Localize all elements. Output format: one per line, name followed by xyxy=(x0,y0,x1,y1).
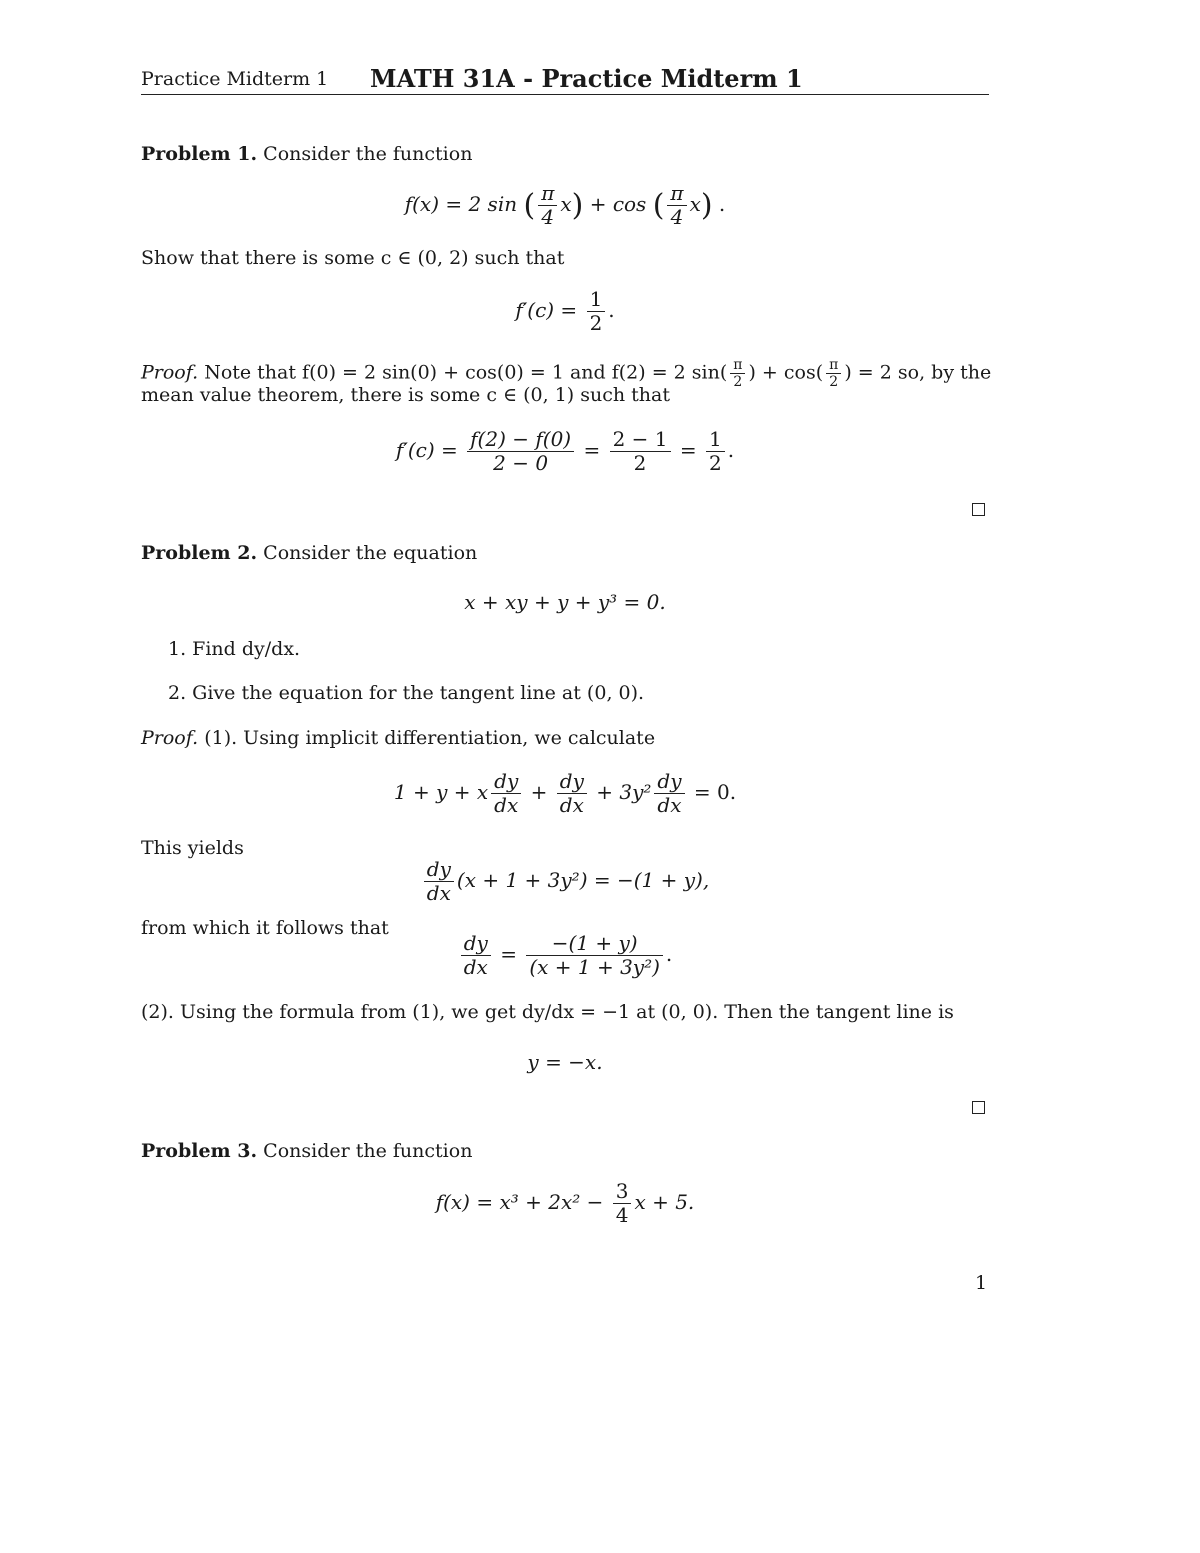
problem-2-tangent-line: y = −x. xyxy=(527,1050,603,1074)
header-rule xyxy=(141,94,989,95)
problem-2-statement xyxy=(141,542,477,564)
problem-2-title: Problem 2. xyxy=(141,542,258,564)
problem-2-item-2: 2. Give the equation for the tangent line at (0, 0). xyxy=(168,682,645,704)
problem-2-part-2: (2). Using the formula from (1), we get dy/dx = −1 at (0, 0). Then the tangent line is xyxy=(141,1001,954,1023)
problem-3-statement xyxy=(141,1140,472,1162)
problem-2-proof-intro: Proof. (1). Using implicit differentiation, we calculate xyxy=(141,727,656,749)
problem-1-intro: Consider the function xyxy=(263,143,473,165)
problem-2-implicit-equation: 1 + y + x $\frac{dy}{dx}$ + $\frac{dy}{dx}$ + 3y² $\frac{dy}{dx}$ = 0. xyxy=(393,769,737,817)
problem-3-title: Problem 3. xyxy=(141,1140,258,1162)
problem-1-function: f(x) = 2 sin ( $\frac{\pi}{4}$ x) + cos ( $\frac{\pi}{4}$ x) . xyxy=(404,181,726,229)
problem-2-result-equation: $\frac{dy}{dx}$ = $\frac{-(1 + y)}{\text{(x + 1 + 3y²)}}$ . xyxy=(0,932,1130,979)
problem-1-show: Show that there is some c ∈ (0, 2) such that xyxy=(141,247,565,269)
problem-2-yields: This yields xyxy=(141,837,244,859)
header-left: Practice Midterm 1 xyxy=(141,68,329,90)
problem-2-equation: x + xy + y + y³ = 0. xyxy=(464,590,666,614)
problem-1-target: f′(c) = $\frac{1}{2}$ . xyxy=(515,287,615,335)
problem-2-yields-equation: $\frac{dy}{dx}$ (x + 1 + 3y²) = −(1 + y), xyxy=(0,858,1130,905)
problem-3-intro: Consider the function xyxy=(263,1140,473,1162)
problem-1-proof-line-2: mean value theorem, there is some c ∈ (0, 1) such that xyxy=(141,384,670,406)
qed-box-2 xyxy=(972,1101,985,1114)
problem-1-title: Problem 1. xyxy=(141,143,258,165)
problem-1-statement xyxy=(141,143,472,165)
problem-1-mvt-equation: f′(c) = $\frac{f(2) - f(0)}{2 - 0}$ = $\frac{2 - 1}{2}$ = $\frac{1}{2}$ . xyxy=(395,427,735,475)
problem-3-function: f(x) = x³ + 2x² − $\frac{3}{4}$ x + 5. xyxy=(435,1179,695,1227)
problem-2-follows: from which it follows that xyxy=(141,917,389,939)
qed-box-1 xyxy=(972,503,985,516)
problem-2-intro: Consider the equation xyxy=(263,542,478,564)
header-title: MATH 31A - Practice Midterm 1 xyxy=(370,64,803,93)
problem-2-item-1: 1. Find dy/dx. xyxy=(168,638,301,660)
problem-1-proof-line-1: Proof. Note that f(0) = 2 sin(0) + cos(0) = 1 and f(2) = 2 sin( $\frac{\pi}{2}$ ) + cos( $\frac{\pi}{2}$ ) = 2 so, by the xyxy=(141,357,992,391)
page-number: 1 xyxy=(975,1272,988,1294)
